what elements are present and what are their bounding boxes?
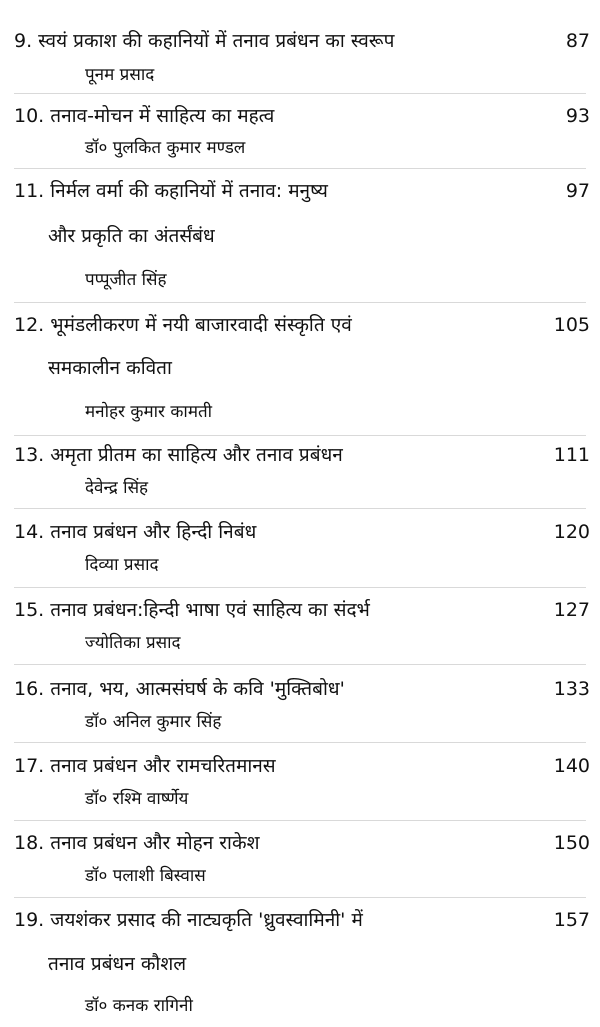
entry-divider (14, 168, 586, 169)
entry-title: 13. अमृता प्रीतम का साहित्य और तनाव प्रबंधन (14, 444, 343, 466)
page-number: 97 (565, 180, 590, 202)
page-number: 105 (553, 314, 590, 336)
page-number: 140 (553, 755, 590, 777)
entry-title: 11. निर्मल वर्मा की कहानियों में तनाव: मनुष्य (14, 180, 328, 202)
entry-author: पूनम प्रसाद (85, 65, 155, 85)
entry-author: दिव्या प्रसाद (85, 555, 159, 575)
entry-title-continued: और प्रकृति का अंतर्संबंध (48, 225, 215, 247)
page-number: 127 (553, 599, 590, 621)
entry-divider (14, 742, 586, 743)
entry-title: 17. तनाव प्रबंधन और रामचरितमानस (14, 755, 276, 777)
entry-title: 19. जयशंकर प्रसाद की नाट्यकृति 'ध्रुवस्वामिनी' में (14, 909, 363, 931)
entry-author: डॉ० रश्मि वार्ष्णेय (85, 789, 189, 809)
entry-divider (14, 820, 586, 821)
page-number: 87 (565, 30, 590, 52)
entry-author: डॉ० पलाशी बिस्वास (85, 866, 206, 886)
entry-divider (14, 435, 586, 436)
entry-divider (14, 587, 586, 588)
page-number: 120 (553, 521, 590, 543)
entry-author: पप्पूजीत सिंह (85, 270, 167, 290)
entry-author: डॉ० कनक रागिनी (85, 996, 193, 1016)
page-number: 133 (553, 678, 590, 700)
entry-author: डॉ० पुलकित कुमार मण्डल (85, 138, 246, 158)
page-number: 93 (565, 105, 590, 127)
entry-divider (14, 302, 586, 303)
entry-divider (14, 508, 586, 509)
entry-title: 9. स्वयं प्रकाश की कहानियों में तनाव प्रबंधन का स्वरूप (14, 30, 395, 52)
entry-title-continued: समकालीन कविता (48, 357, 172, 379)
entry-title: 14. तनाव प्रबंधन और हिन्दी निबंध (14, 521, 257, 543)
entry-title: 15. तनाव प्रबंधन:हिन्दी भाषा एवं साहित्य का संदर्भ (14, 599, 370, 621)
entry-title-continued: तनाव प्रबंधन कौशल (48, 953, 187, 975)
entry-divider (14, 664, 586, 665)
entry-author: मनोहर कुमार कामती (85, 402, 213, 422)
entry-title: 16. तनाव, भय, आत्मसंघर्ष के कवि 'मुक्तिबोध' (14, 678, 345, 700)
page-number: 157 (553, 909, 590, 931)
entry-author: ज्योतिका प्रसाद (85, 633, 181, 653)
page-number: 150 (553, 832, 590, 854)
entry-divider (14, 897, 586, 898)
entry-title: 10. तनाव-मोचन में साहित्य का महत्व (14, 105, 275, 127)
entry-title: 12. भूमंडलीकरण में नयी बाजारवादी संस्कृति एवं (14, 314, 352, 336)
entry-title: 18. तनाव प्रबंधन और मोहन राकेश (14, 832, 260, 854)
entry-divider (14, 93, 586, 94)
entry-author: डॉ० अनिल कुमार सिंह (85, 712, 222, 732)
page-number: 111 (553, 444, 590, 466)
entry-author: देवेन्द्र सिंह (85, 478, 149, 498)
